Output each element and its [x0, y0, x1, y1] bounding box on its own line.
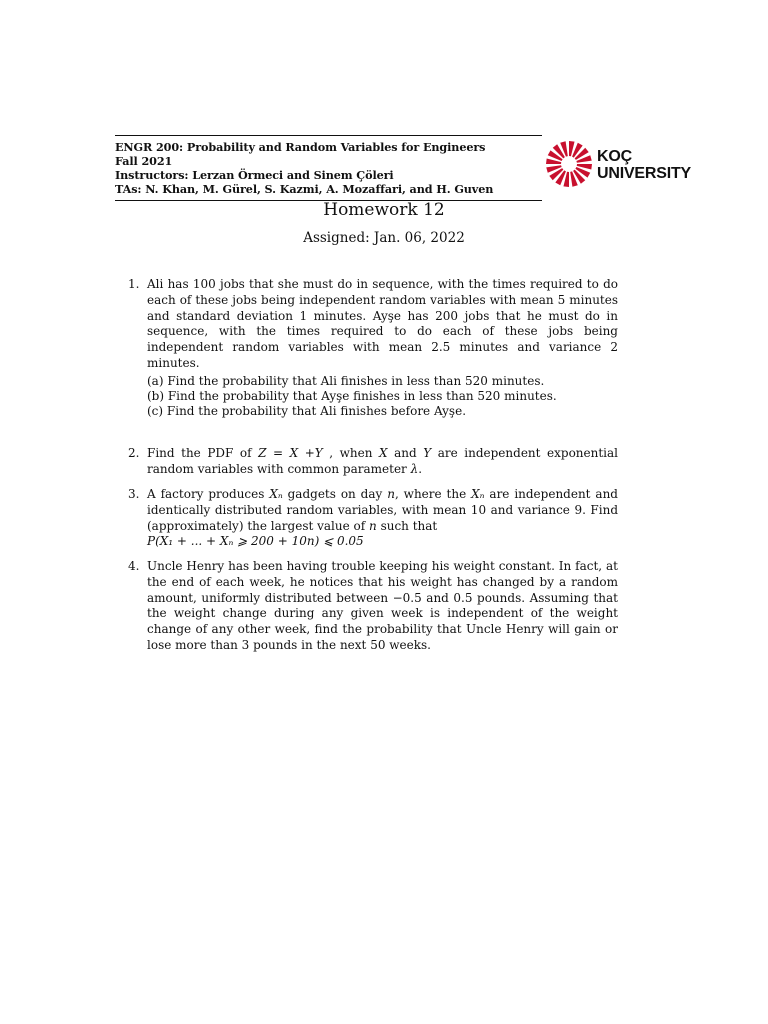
problem-formula: P(X₁ + ... + Xₙ ⩾ 200 + 10n) ⩽ 0.05: [147, 534, 364, 549]
assigned-date: Assigned: Jan. 06, 2022: [303, 230, 465, 246]
problem-part-b: (b) Find the probability that Ayşe finishes in less than 520 minutes.: [147, 389, 557, 403]
problem-1: [128, 277, 618, 372]
logo-line2: UNIVERSITY: [597, 165, 692, 182]
text-segment: gadgets on day: [282, 487, 388, 501]
problem-text: [147, 487, 618, 534]
math-segment: n: [387, 487, 395, 501]
text-segment: A factory produces: [147, 487, 270, 501]
math-segment: X: [379, 446, 388, 460]
text-segment: are independent exponential random variables with common parameter: [147, 446, 619, 476]
math-segment: Z = X +Y: [258, 446, 323, 460]
text-segment: such that: [376, 518, 438, 533]
math-segment: n: [369, 518, 377, 533]
problem-part-c: (c) Find the probability that Ali finishes before Ayşe.: [147, 404, 467, 418]
problem-part-a: (a) Find the probability that Ali finishes in less than 520 minutes.: [147, 374, 545, 388]
problem-text: Ali has 100 jobs that she must do in sequence, with the times required to do each of these jobs being independent random variables with mean 5 minutes and standard deviation 1 minutes. Ayşe has 200 jobs that he must do in sequence, with the times required to do each of these jobs being independent random variables with mean 2.5 minutes and variance 2 minutes.: [147, 277, 618, 370]
course-header: [115, 135, 542, 201]
page-title: Homework 12: [323, 200, 445, 220]
problem-1-parts: [147, 374, 617, 419]
problem-number: 4.: [128, 559, 140, 573]
problem-2: [128, 446, 618, 478]
text-segment: , when: [322, 446, 380, 460]
text-segment: and: [387, 446, 424, 460]
problem-4: [128, 559, 618, 654]
text-segment: , where the: [394, 487, 472, 501]
math-segment: Xₙ: [269, 487, 283, 501]
math-segment: Y: [423, 446, 432, 460]
logo-line1: KOÇ: [597, 148, 632, 165]
problem-text: [147, 446, 618, 478]
math-segment: λ: [410, 461, 419, 476]
text-segment: are independent and identically distributed random variables, with mean 10 and variance 9. Find (approximately) the largest value of: [147, 487, 618, 533]
header-top-rule: [115, 135, 542, 136]
problem-number: 2.: [128, 446, 140, 460]
koc-sunburst-icon: [545, 140, 593, 188]
course-term: Fall 2021: [115, 154, 173, 168]
math-segment: Xₙ: [471, 487, 485, 501]
problem-3: [128, 487, 618, 550]
text-segment: .: [418, 461, 423, 476]
course-instructors: Instructors: Lerzan Örmeci and Sinem Çöleri: [115, 168, 394, 182]
problem-text: Uncle Henry has been having trouble keeping his weight constant. In fact, at the end of each week, he notices that his weight has changed by a random amount, uniformly distributed between −0.5 and 0.5 pounds. Assuming that the weight change during any given week is independent of the weight change of any other week, find the probability that Uncle Henry will gain or lose more than 3 pounds in the next 50 weeks.: [147, 559, 618, 652]
course-title: ENGR 200: Probability and Random Variables for Engineers: [115, 140, 486, 154]
problem-number: 1.: [128, 277, 140, 291]
course-tas: TAs: N. Khan, M. Gürel, S. Kazmi, A. Mozaffari, and H. Guven: [115, 182, 494, 196]
text-segment: Find the PDF of: [147, 446, 259, 460]
koc-university-logo: [545, 140, 705, 190]
logo-wordmark: [597, 148, 691, 182]
problem-number: 3.: [128, 487, 140, 501]
